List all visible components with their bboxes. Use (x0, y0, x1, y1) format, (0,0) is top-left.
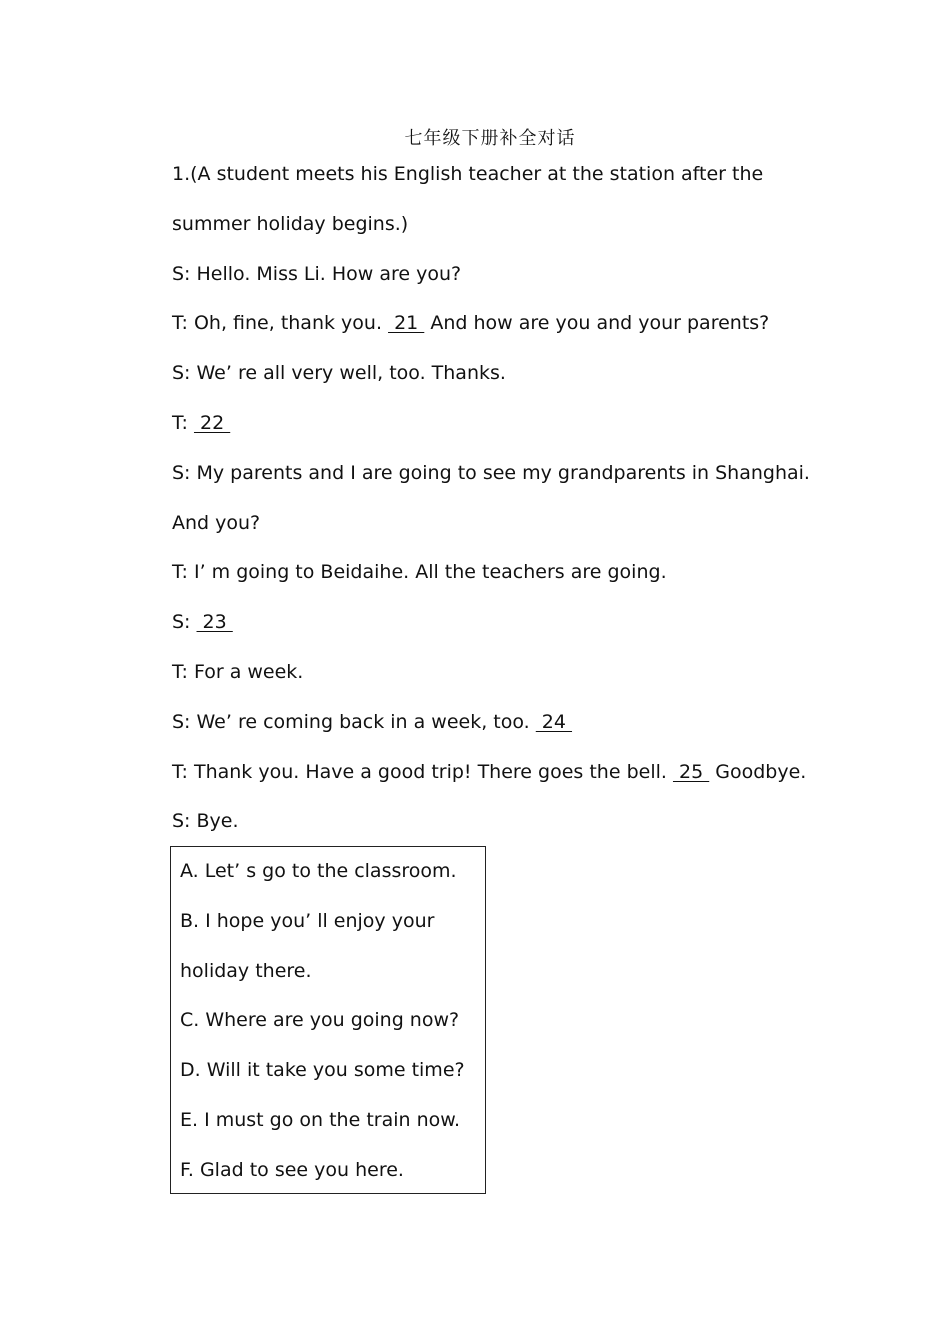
dialogue-text: Thank you. Have a good trip! There goes the bell. (187, 760, 673, 783)
options-list (180, 847, 465, 1196)
dialogue-text: We’ re coming back in a week, too. (190, 710, 536, 733)
dialogue-line (172, 250, 852, 300)
answer-blank: 21 (388, 312, 425, 335)
answer-blank: 22 (193, 411, 231, 434)
speaker-label: T: (172, 561, 188, 584)
options-box (170, 846, 486, 1194)
dialogue-line (172, 349, 852, 399)
option-item: holiday there. (180, 959, 312, 982)
speaker-label: S: (172, 461, 191, 484)
dialogue-line (172, 499, 852, 549)
dialogue-text: I’ m going to Beidaihe. All the teachers are going. (187, 561, 667, 584)
intro-line: summer holiday begins.) (172, 212, 409, 235)
dialogue-text: For a week. (187, 660, 304, 683)
option-item: F. Glad to see you here. (180, 1158, 404, 1181)
dialogue-line (172, 748, 852, 798)
dialogue-line (172, 698, 852, 748)
dialogue-line (172, 399, 852, 449)
speaker-label: T: (172, 760, 188, 783)
dialogue-line (172, 548, 852, 598)
speaker-label: S: (172, 810, 191, 833)
page-title: 七年级下册补全对话 (404, 128, 576, 149)
option-item: C. Where are you going now? (180, 1009, 460, 1032)
intro-line: 1.(A student meets his English teacher at the station after the (172, 163, 764, 185)
dialogue-line (172, 598, 852, 648)
option-item: A. Let’ s go to the classroom. (180, 860, 457, 882)
speaker-label: S: (172, 710, 191, 733)
speaker-label: S: (172, 611, 191, 634)
answer-blank: 25 (672, 760, 710, 783)
dialogue-text: Goodbye. (709, 760, 807, 783)
option-item: D. Will it take you some time? (180, 1059, 465, 1082)
dialogue-line (172, 797, 852, 847)
answer-blank: 24 (535, 710, 573, 733)
dialogue-text: Bye. (190, 810, 239, 833)
dialogue-text: Hello. Miss Li. How are you? (190, 262, 462, 285)
speaker-label: T: (172, 312, 188, 335)
speaker-label: T: (172, 660, 188, 683)
dialogue-line (172, 299, 852, 349)
exercise-content (172, 150, 852, 847)
dialogue-text: We’ re all very well, too. Thanks. (190, 362, 506, 385)
dialogue-text: Oh, fine, thank you. (187, 312, 389, 335)
answer-blank: 23 (196, 611, 233, 634)
dialogue-text: And you? (172, 511, 261, 534)
dialogue-text: And how are you and your parents? (424, 312, 770, 335)
speaker-label: T: (172, 411, 188, 434)
speaker-label: S: (172, 262, 191, 285)
option-item: E. I must go on the train now. (180, 1108, 461, 1131)
dialogue-line (172, 449, 852, 499)
dialogue-line (172, 648, 852, 698)
dialogue-text: My parents and I are going to see my grandparents in Shanghai. (190, 461, 810, 484)
option-item: B. I hope you’ ll enjoy your (180, 909, 435, 932)
speaker-label: S: (172, 362, 191, 385)
